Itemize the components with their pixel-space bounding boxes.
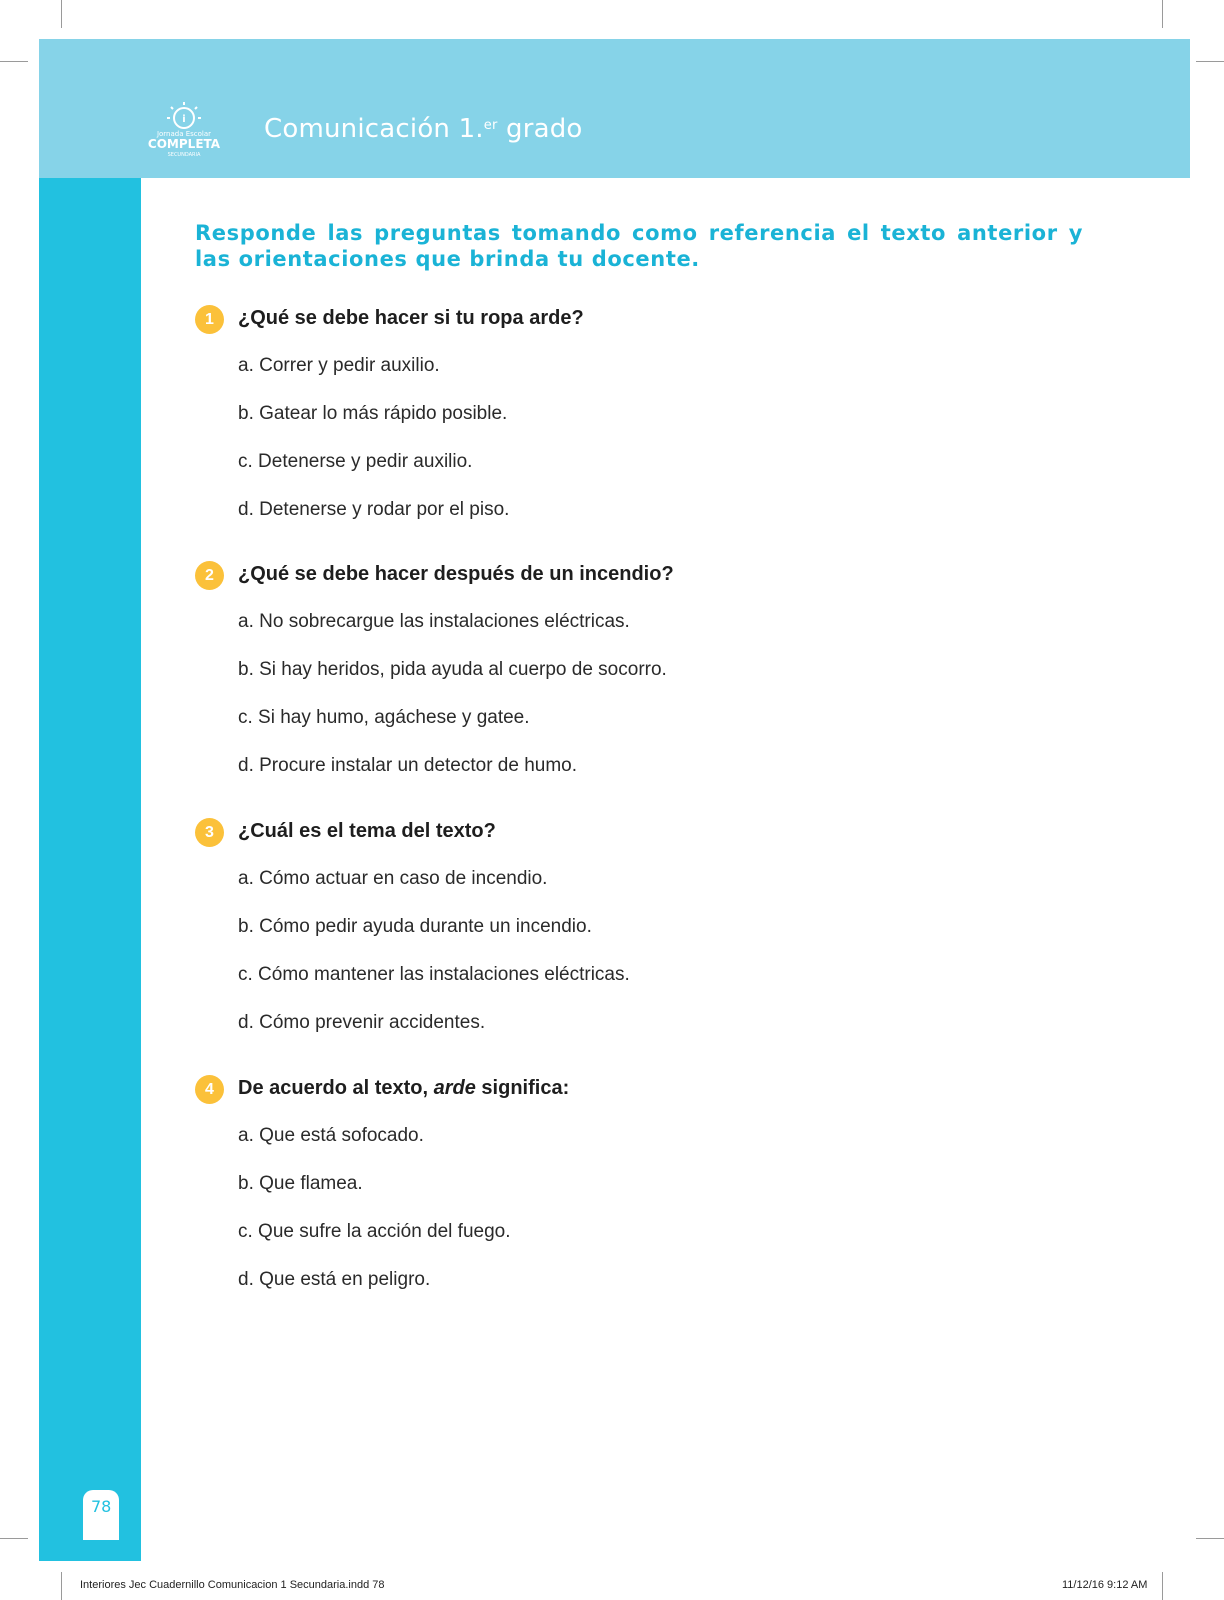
question-number-badge: 1 <box>195 305 224 334</box>
question-text: ¿Qué se debe hacer después de un incendio? <box>238 563 674 585</box>
crop-mark <box>1162 1572 1163 1600</box>
crop-mark <box>61 1572 62 1600</box>
header-title-end: grado <box>497 114 583 144</box>
answer-option: a. Cómo actuar en caso de incendio. <box>238 868 548 889</box>
crop-mark <box>0 1538 28 1539</box>
question-text: ¿Qué se debe hacer si tu ropa arde? <box>238 307 584 329</box>
answer-option: c. Que sufre la acción del fuego. <box>238 1221 511 1242</box>
print-slug-timestamp: 11/12/16 9:12 AM <box>1062 1579 1148 1591</box>
answer-option: b. Que flamea. <box>238 1173 363 1194</box>
question-number-badge: 3 <box>195 818 224 847</box>
answer-option: b. Cómo pedir ayuda durante un incendio. <box>238 916 592 937</box>
answer-option: a. Correr y pedir auxilio. <box>238 355 440 376</box>
answer-option: d. Que está en peligro. <box>238 1269 431 1290</box>
svg-text:SECUNDARIA: SECUNDARIA <box>167 152 201 158</box>
question-text-italic-word: arde <box>433 1077 476 1099</box>
answer-option: c. Detenerse y pedir auxilio. <box>238 451 473 472</box>
answer-option: c. Si hay humo, agáchese y gatee. <box>238 707 530 728</box>
header-title-superscript: er <box>483 118 498 133</box>
crop-mark <box>1196 1538 1224 1539</box>
instructions-heading: Responde las preguntas tomando como referencia el texto anterior y las orientaciones que brinda tu docente. <box>195 221 1083 271</box>
answer-option: b. Gatear lo más rápido posible. <box>238 403 508 424</box>
answer-option: c. Cómo mantener las instalaciones eléctricas. <box>238 964 630 985</box>
question-text <box>238 1077 569 1100</box>
question-number-badge: 4 <box>195 1075 224 1104</box>
question-text: ¿Cuál es el tema del texto? <box>238 820 496 842</box>
print-slug-filename: Interiores Jec Cuadernillo Comunicacion 1 Secundaria.indd 78 <box>80 1579 385 1591</box>
svg-text:COMPLETA: COMPLETA <box>147 137 221 151</box>
crop-mark <box>1196 61 1224 62</box>
crop-mark <box>1162 0 1163 28</box>
svg-text:Jornada Escolar: Jornada Escolar <box>156 130 212 138</box>
page-header-title <box>264 114 583 144</box>
question-number-badge: 2 <box>195 561 224 590</box>
question-text-end: significa: <box>475 1077 570 1099</box>
answer-option: d. Detenerse y rodar por el piso. <box>238 499 510 520</box>
answer-option: a. Que está sofocado. <box>238 1125 424 1146</box>
answer-option: d. Procure instalar un detector de humo. <box>238 755 578 776</box>
side-band <box>39 178 141 1561</box>
question-text-start: De acuerdo al texto, <box>238 1077 434 1099</box>
crop-mark <box>0 61 28 62</box>
svg-text:i: i <box>182 114 186 125</box>
jornada-escolar-completa-logo <box>144 100 224 160</box>
answer-option: a. No sobrecargue las instalaciones eléctricas. <box>238 611 630 632</box>
header-title-main: Comunicación 1. <box>264 114 484 144</box>
answer-option: b. Si hay heridos, pida ayuda al cuerpo de socorro. <box>238 659 667 680</box>
crop-mark <box>61 0 62 28</box>
page-number: 78 <box>91 1497 112 1516</box>
answer-option: d. Cómo prevenir accidentes. <box>238 1012 486 1033</box>
